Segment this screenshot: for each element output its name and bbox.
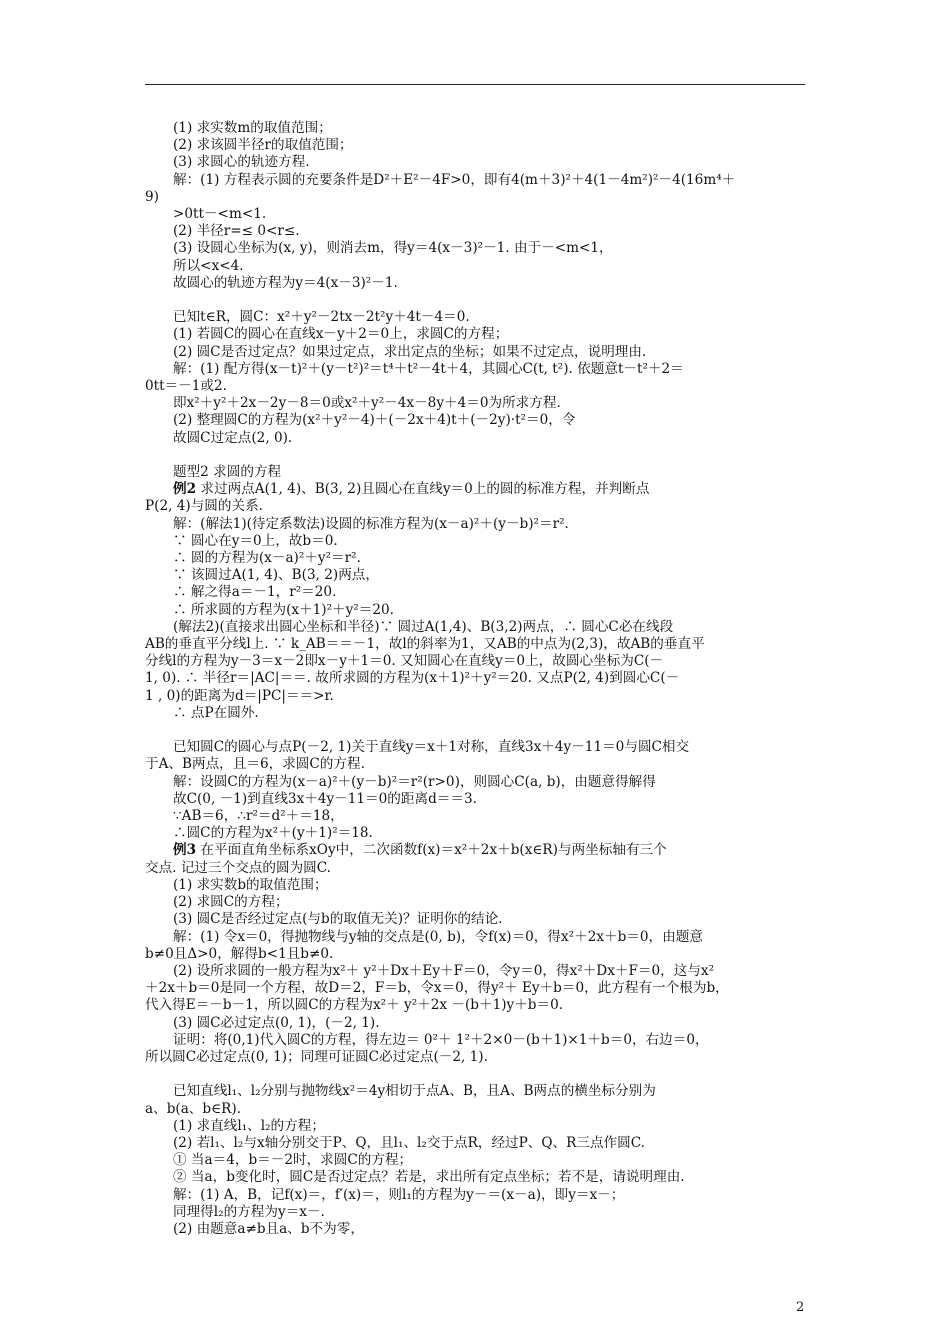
text-line: 证明：将(0,1)代入圆C的方程，得左边＝ 0²＋ 1²＋2×0－(b＋1)×1＋b＝0，右边＝0，: [173, 1031, 709, 1048]
text-line: 代入得E＝－b－1，所以圆C的方程为x²＋ y²＋2x －(b＋1)y＋b＝0.: [145, 997, 564, 1014]
header-rule: [145, 84, 805, 85]
text-line: (解法2)(直接求出圆心坐标和半径)∵ 圆过A(1,4)、B(3,2)两点，∴ 圆心C必在线段: [173, 618, 674, 635]
text-line: 所以<x<4.: [173, 257, 244, 274]
text-line: 已知圆C的圆心与点P(－2, 1)关于直线y＝x＋1对称，直线3x＋4y－11＝0与圆C相交: [173, 739, 690, 756]
text-line: 交点. 记过三个交点的圆为圆C.: [145, 859, 332, 876]
text-line: 同理得l₂的方程为y＝x－.: [173, 1203, 325, 1220]
text-line: ∴ 所求圆的方程为(x＋1)²＋y²＝20.: [173, 601, 394, 618]
text-line: 故C(0, －1)到直线3x＋4y－11＝0的距离d＝＝3.: [173, 790, 477, 807]
text-line: 已知直线l₁、l₂分别与抛物线x²＝4y相切于点A、B，且A、B两点的横坐标分别为: [173, 1083, 656, 1100]
text-line: 所以圆C必过定点(0, 1)；同理可证圆C必过定点(－2, 1).: [145, 1048, 488, 1065]
text-line: ∵ 该圆过A(1, 4)、B(3, 2)两点，: [173, 567, 379, 584]
text-line: (1) 求实数b的取值范围；: [173, 876, 328, 893]
text-line: 解：(解法1)(待定系数法)设圆的标准方程为(x－a)²＋(y－b)²＝r².: [173, 515, 569, 532]
text-line: 题型2 求圆的方程: [173, 464, 282, 481]
text-line: b≠0且Δ>0，解得b<1且b≠0.: [145, 945, 334, 962]
text-line: 已知t∈R，圆C：x²＋y²－2tx－2t²y＋4t－4＝0.: [173, 309, 470, 326]
document-body: [145, 120, 813, 1238]
text-line: 故圆C过定点(2, 0).: [173, 429, 293, 446]
blank-line: [145, 1066, 813, 1083]
blank-line: [145, 292, 813, 309]
page-number: 2: [796, 1300, 805, 1315]
text-line: ∴圆C的方程为x²＋(y＋1)²＝18.: [173, 825, 373, 842]
text-line: 分线l的方程为y－3＝x－2即x－y＋1＝0. 又知圆心在直线y＝0上，故圆心坐标为C(－: [145, 653, 664, 670]
text-line: [145, 481, 813, 498]
text-line: 解：设圆C的方程为(x－a)²＋(y－b)²＝r²(r>0)，则圆心C(a, b)，由题意得解得: [173, 773, 656, 790]
text-line: 1, 0). ∴ 半径r＝|AC|＝＝. 故所求圆的方程为(x＋1)²＋y²＝20. 又点P(2, 4)到圆心C(－: [145, 670, 680, 687]
text-line: (3) 求圆心的轨迹方程.: [173, 154, 310, 171]
text-line: ∴ 圆的方程为(x－a)²＋y²＝r².: [173, 550, 361, 567]
text-line: (1) 求直线l₁、l₂的方程；: [173, 1117, 325, 1134]
text-line: ② 当a，b变化时，圆C是否过定点？若是，求出所有定点坐标；若不是，请说明理由.: [173, 1169, 685, 1186]
text-line: (2) 整理圆C的方程为(x²＋y²－4)＋(－2x＋4)t＋(－2y)·t²＝0，令: [173, 412, 576, 429]
text-line: 1 , 0)的距离为d＝|PC|＝＝>r.: [145, 687, 334, 704]
text-line: 故圆心的轨迹方程为y＝4(x－3)²－1.: [173, 274, 398, 291]
example-text: 求过两点A(1, 4)、B(3, 2)且圆心在直线y＝0上的圆的标准方程，并判断点: [196, 481, 650, 498]
text-line: (2) 设所求圆的一般方程为x²＋ y²＋Dx＋Ey＋F＝0，令y＝0，得x²＋Dx＋F＝0，这与x²: [173, 962, 715, 979]
text-line: a、b(a、b∈R).: [145, 1100, 242, 1117]
example-label: 例3: [173, 842, 197, 859]
text-line: (1) 求实数m的取值范围；: [173, 120, 332, 136]
blank-line: [145, 447, 813, 464]
text-line: >0tt－<m<1.: [173, 206, 267, 223]
text-line: (2) 若l₁、l₂与x轴分别交于P、Q，且l₁、l₂交于点R，经过P、Q、R三点作圆C.: [173, 1134, 645, 1151]
text-line: 解：(1) 方程表示圆的充要条件是D²＋E²－4F>0，即有4(m＋3)²＋4(1－4m²)²－4(16m⁴＋: [173, 171, 736, 188]
text-line: (2) 由题意a≠b且a、b不为零，: [173, 1220, 364, 1237]
text-line: ＋2x＋b＝0是同一个方程，故D＝2，F＝b，令x＝0，得y²＋ Ey＋b＝0，此方程有一个根为b，: [145, 980, 729, 997]
text-line: ∴ 点P在圆外.: [173, 704, 259, 721]
text-line: (3) 圆C是否经过定点(与b的取值无关)？证明你的结论.: [173, 911, 503, 928]
text-line: ∵AB＝6，∴r²＝d²＋＝18，: [173, 808, 344, 825]
text-line: 解：(1) A，B，记f(x)＝，f′(x)＝，则l₁的方程为y－＝(x－a)，即y＝x－；: [173, 1186, 625, 1203]
text-line: ① 当a＝4，b＝－2时，求圆C的方程；: [173, 1152, 413, 1169]
text-line: (2) 求圆C的方程；: [173, 894, 289, 911]
text-line: 9): [145, 188, 159, 205]
example-label: 例2: [173, 481, 197, 498]
text-line: (3) 圆C必过定点(0, 1)，(－2, 1).: [173, 1014, 380, 1031]
example-text: 在平面直角坐标系xOy中，二次函数f(x)＝x²＋2x＋b(x∈R)与两坐标轴有三个: [196, 842, 667, 859]
text-line: (2) 半径r=≤ 0<r≤.: [173, 223, 300, 240]
text-line: [145, 842, 813, 859]
text-line: AB的垂直平分线l上. ∵ k_AB＝＝－1，故l的斜率为1，又AB的中点为(2,3)，故AB的垂直平: [145, 636, 705, 653]
text-line: ∴ 解之得a＝－1，r²＝20.: [173, 584, 337, 601]
text-line: P(2, 4)与圆的关系.: [145, 498, 263, 515]
text-line: (1) 若圆C的圆心在直线x－y＋2＝0上，求圆C的方程；: [173, 326, 509, 343]
text-line: (2) 求该圆半径r的取值范围；: [173, 137, 353, 154]
text-line: (2) 圆C是否过定点？如果过定点，求出定点的坐标；如果不过定点，说明理由.: [173, 343, 647, 360]
text-line: (3) 设圆心坐标为(x, y)，则消去m，得y＝4(x－3)²－1. 由于－<m<1，: [173, 240, 613, 257]
text-line: 解：(1) 配方得(x－t)²＋(y－t²)²＝t⁴＋t²－4t＋4，其圆心C(t, t²). 依题意t－t²＋2＝: [173, 360, 684, 377]
text-line: 0tt＝－1或2.: [145, 378, 227, 395]
text-line: 即x²＋y²＋2x－2y－8＝0或x²＋y²－4x－8y＋4＝0为所求方程.: [173, 395, 561, 412]
text-line: 于A、B两点，且＝6，求圆C的方程.: [145, 756, 365, 773]
blank-line: [145, 722, 813, 739]
text-line: ∵ 圆心在y＝0上，故b＝0.: [173, 532, 338, 549]
text-line: 解：(1) 令x＝0，得抛物线与y轴的交点是(0, b)，令f(x)＝0，得x²＋2x＋b＝0，由题意: [173, 928, 703, 945]
